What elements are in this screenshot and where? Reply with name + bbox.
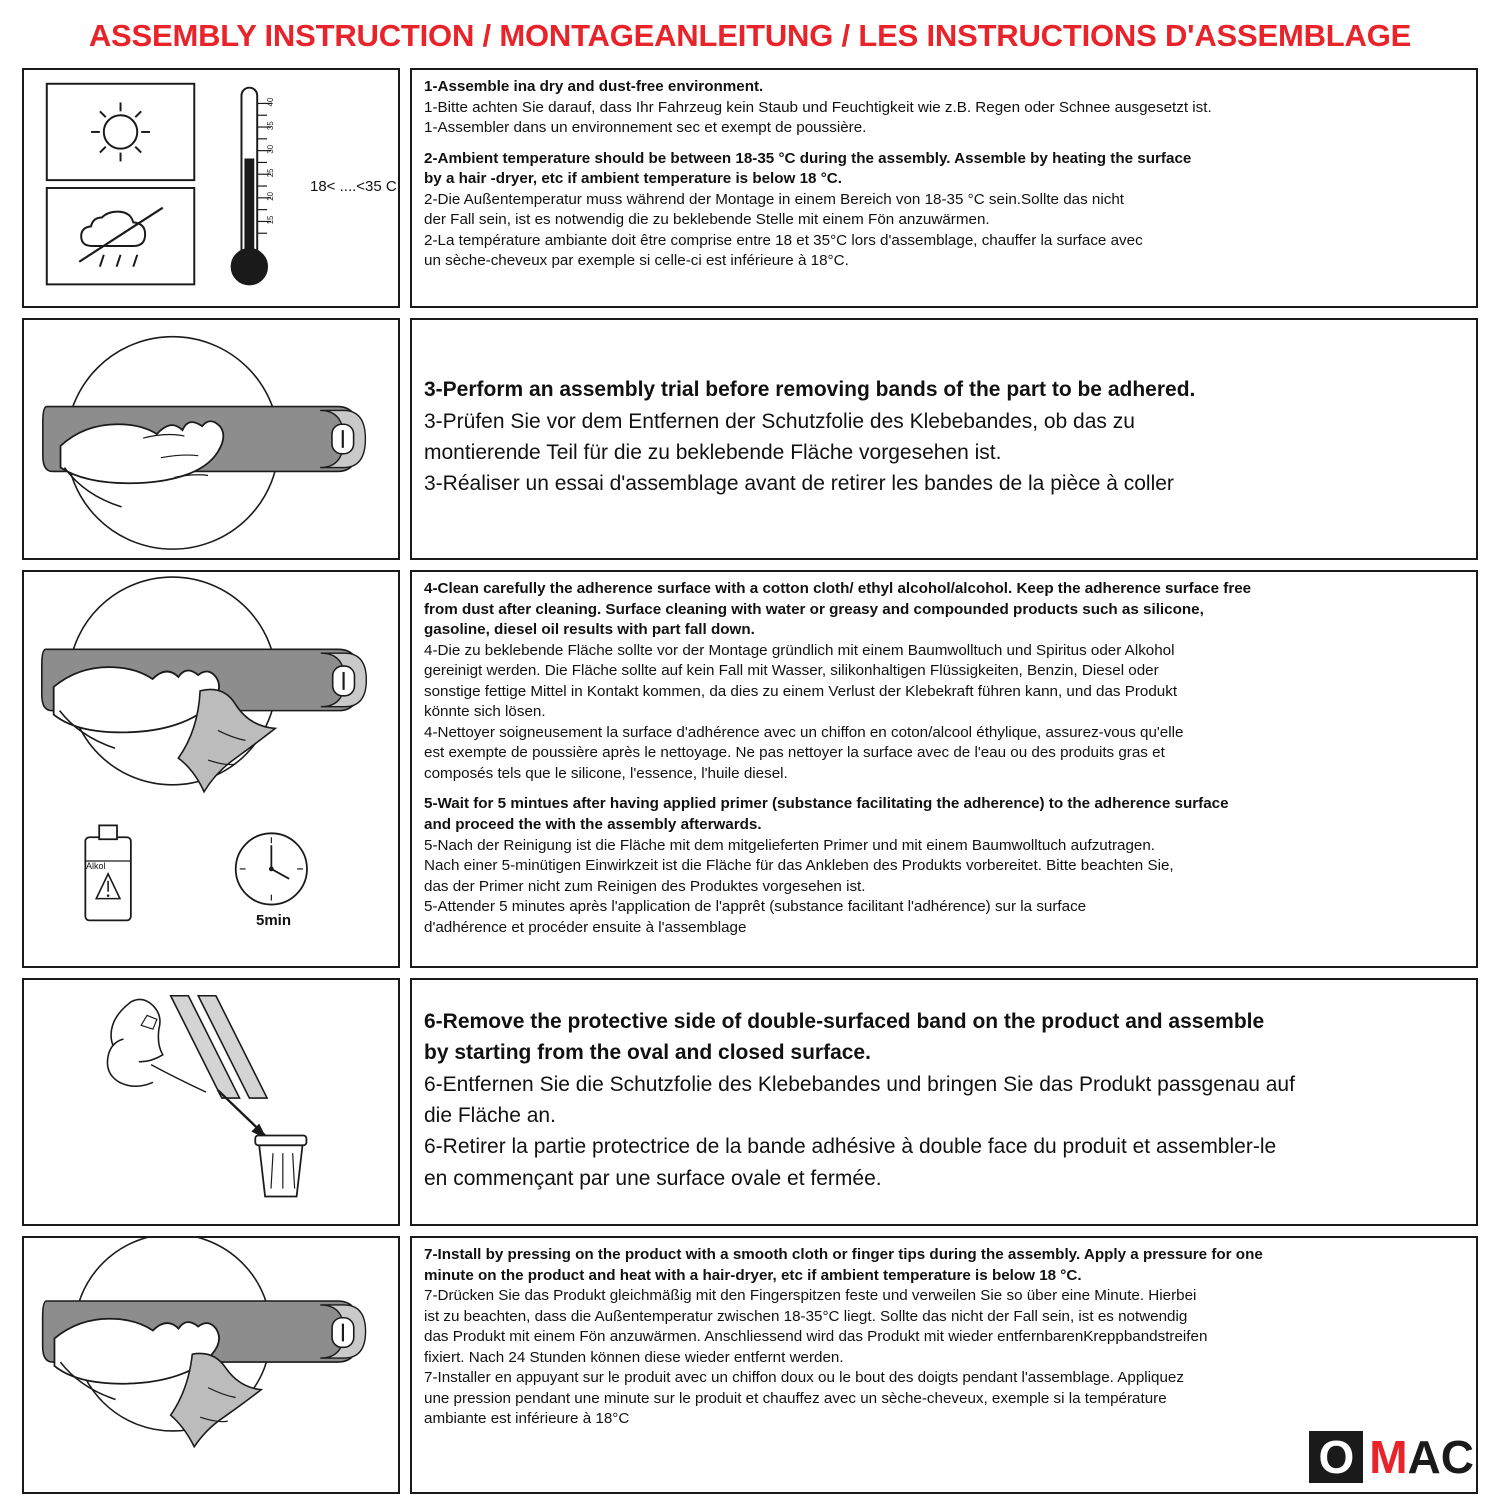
step-1-line-3: 1-Assembler dans un environnement sec et exempt de poussière. [424, 119, 867, 137]
step-3-line-4: 3-Réaliser un essai d'assemblage avant de retirer les bandes de la pièce à coller [424, 472, 1174, 496]
step-5-line-7: d'adhérence et procéder ensuite à l'assemblage [424, 918, 747, 936]
step-4-line-1: 4-Clean carefully the adherence surface with a cotton cloth/ ethyl alcohol/alcohol. Keep the adherence surface free [424, 580, 1252, 597]
instruction-grid [22, 68, 1478, 1494]
step-4-line-8: 4-Nettoyer soigneusement la surface d'adhérence avec un chiffon en coton/alcool éthylique, assurez-vous qu'elle [424, 723, 1184, 741]
figure-step-6 [22, 978, 400, 1226]
step-5-line-6: 5-Attender 5 minutes après l'application de l'apprêt (substance facilitant l'adhérence) sur la surface [424, 898, 1087, 916]
step-2-line-6: un sèche-cheveux par exemple si celle-ci est inférieure à 18°C. [424, 252, 849, 270]
figure-3-drawing [24, 320, 398, 558]
step-2-line-2: by a hair -dryer, etc if ambient temperature is below 18 °C. [424, 170, 842, 188]
step-4-line-6: sonstige fettige Mittel in Kontakt kommen, da dies zu einem Verlust der Klebekraft führen kann, und das Produkt [424, 682, 1178, 700]
step-1-line-2: 1-Bitte achten Sie darauf, dass Ihr Fahrzeug kein Staub und Feuchtigkeit wie z.B. Regen oder Schnee ausgesetzt ist. [424, 98, 1212, 116]
step-4-line-3: gasoline, diesel oil results with part fall down. [424, 621, 755, 639]
step-4-line-5: gereinigt werden. Die Fläche sollte auf kein Fall mit Wasser, silikonhaltigen Flüssigkeiten, Benzin, Diesel oder [424, 662, 1159, 680]
spacer [424, 140, 1464, 150]
step-6-line-4: die Fläche an. [424, 1104, 556, 1127]
step-6-line-2: by starting from the oval and closed surface. [424, 1041, 871, 1065]
step-2-line-5: 2-La température ambiante doit être comprise entre 18 et 35°C lors d'assemblage, chauffer la surface avec [424, 231, 1143, 249]
step-2-line-1: 2-Ambient temperature should be between 18-35 °C during the assembly. Assemble by heating the surface [424, 149, 1192, 167]
step-3-line-3: montierende Teil für die zu beklebende Fläche vorgesehen ist. [424, 441, 1002, 464]
step-5-line-3: 5-Nach der Reinigung ist die Fläche mit dem mitgelieferten Primer und mit einem Baumwolltuch aufzutragen. [424, 836, 1156, 854]
step-7-line-4: ist zu beachten, dass die Außentemperatur zwischen 18-35°C liegt. Sollte das nicht der Fall sein, ist es notwendig [424, 1307, 1188, 1325]
step-7-line-2: minute on the product and heat with a hair-dryer, etc if ambient temperature is below 18 °C. [424, 1266, 1082, 1284]
spacer [424, 785, 1464, 795]
logo-letter-o: O [1309, 1431, 1363, 1483]
step-7-line-9: ambiante est inférieure à 18°C [424, 1410, 630, 1428]
step-7-line-6: fixiert. Nach 24 Stunden können diese wieder entfernt werden. [424, 1348, 844, 1366]
step-6-line-6: en commençant par une surface ovale et fermée. [424, 1166, 882, 1190]
step-3-line-2: 3-Prüfen Sie vor dem Entfernen der Schutzfolie des Klebebandes, ob das zu [424, 409, 1135, 433]
step-7-line-8: une pression pendant une minute sur le produit et chauffez avec un sèche-cheveux, exemple si la température [424, 1389, 1167, 1407]
instruction-row-3 [22, 570, 1478, 968]
svg-text:20: 20 [265, 192, 275, 201]
omac-logo [1309, 1428, 1474, 1486]
step-3-line-1: 3-Perform an assembly trial before removing bands of the part to be adhered. [424, 378, 1196, 402]
instruction-row-5 [22, 1236, 1478, 1494]
step-7-line-7: 7-Installer en appuyant sur le produit avec un chiffon doux ou le bout des doigts pendant l'assemblage. Appliquez [424, 1369, 1184, 1387]
text-step-1 [410, 68, 1478, 308]
svg-text:25: 25 [265, 168, 275, 178]
figure-1-temp-label: 18< ....<35 C [310, 178, 397, 195]
step-5-line-2: and proceed the with the assembly afterwards. [424, 816, 762, 834]
instruction-row-4 [22, 978, 1478, 1226]
logo-letter-m: M [1369, 1431, 1408, 1483]
instruction-row-1 [22, 68, 1478, 308]
instruction-row-2 [22, 318, 1478, 560]
figure-timer-label: 5min [256, 912, 292, 929]
text-step-4-5 [410, 570, 1478, 968]
step-5-line-4: Nach einer 5-minütigen Einwirkzeit ist die Fläche für das Ankleben des Produkts vorbereitet. Bitte beachten Sie, [424, 857, 1174, 875]
svg-text:40: 40 [265, 97, 275, 107]
step-2-line-3: 2-Die Außentemperatur muss während der Montage in einem Bereich von 18-35 °C sein.Sollte das nicht [424, 190, 1125, 208]
figure-step-7 [22, 1236, 400, 1494]
svg-text:30: 30 [265, 144, 275, 154]
step-4-line-2: from dust after cleaning. Surface cleaning with water or greasy and compounded products such as silicone, [424, 600, 1204, 618]
step-6-line-5: 6-Retirer la partie protectrice de la bande adhésive à double face du produit et assembler-le [424, 1135, 1277, 1159]
step-7-line-1: 7-Install by pressing on the product with a smooth cloth or finger tips during the assembly. Apply a pressure for one [424, 1246, 1263, 1263]
step-4-line-7: könnte sich lösen. [424, 703, 546, 721]
step-6-line-3: 6-Entfernen Sie die Schutzfolie des Klebebandes und bringen Sie das Produkt passgenau auf [424, 1072, 1295, 1096]
step-4-line-10: composés tels que le silicone, l'essence, l'huile diesel. [424, 764, 788, 782]
figure-bottle-label: Alkol [86, 861, 106, 871]
step-5-line-5: das der Primer nicht zum Reinigen des Produktes vorgesehen ist. [424, 877, 866, 895]
step-2-line-4: der Fall sein, ist es notwendig die zu beklebende Stelle mit einem Fön anzuwärmen. [424, 211, 990, 229]
text-step-6 [410, 978, 1478, 1226]
step-7-line-5: das Produkt mit einem Fön anzuwärmen. Anschliessend wird das Produkt mit wieder entfernbarenKreppbandstreifen [424, 1328, 1208, 1346]
logo-letters-ac: AC [1407, 1431, 1474, 1483]
text-step-3 [410, 318, 1478, 560]
figure-step-4-5 [22, 570, 400, 968]
step-6-line-1: 6-Remove the protective side of double-surfaced band on the product and assemble [424, 1010, 1265, 1034]
figure-step-3 [22, 318, 400, 560]
figure-7-drawing [24, 1238, 398, 1492]
step-4-line-4: 4-Die zu beklebende Fläche sollte vor der Montage gründlich mit einem Baumwolltuch und Spiritus oder Alkohol [424, 641, 1175, 659]
svg-text:15: 15 [265, 215, 275, 225]
svg-text:35: 35 [265, 121, 275, 130]
figure-step-1 [22, 68, 400, 308]
figure-6-drawing [24, 980, 398, 1224]
step-1-line-1: 1-Assemble ina dry and dust-free environment. [424, 78, 764, 95]
step-5-line-1: 5-Wait for 5 mintues after having applied primer (substance facilitating the adherence) to the adherence surface [424, 795, 1229, 813]
figure-4-drawing [24, 572, 398, 966]
step-4-line-9: est exempte de poussière après le nettoyage. Ne pas nettoyer la surface avec de l'eau ou des produits gras et [424, 744, 1165, 762]
page-title: ASSEMBLY INSTRUCTION / MONTAGEANLEITUNG / LES INSTRUCTIONS D'ASSEMBLAGE [88, 18, 1412, 53]
step-7-line-3: 7-Drücken Sie das Produkt gleichmäßig mit den Fingerspitzen feste und verweilen Sie so über eine Minute. Hierbei [424, 1287, 1197, 1305]
